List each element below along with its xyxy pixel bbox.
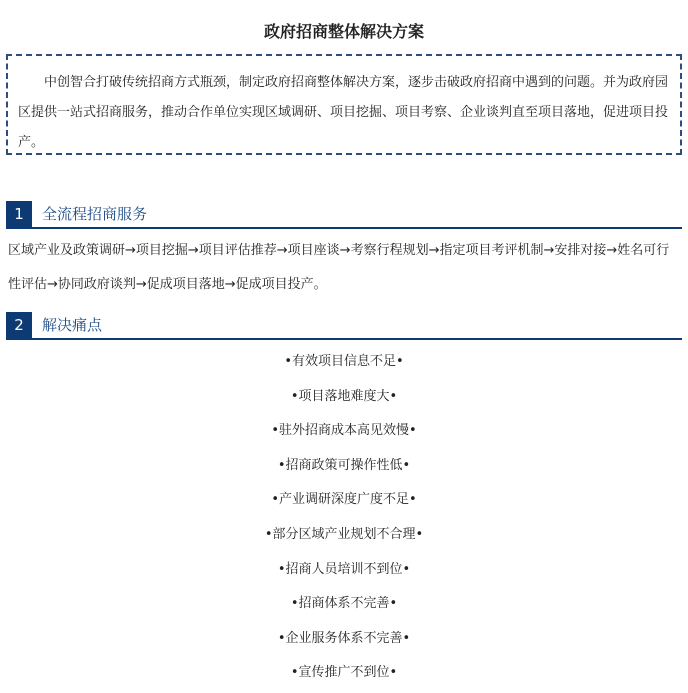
pain-point-item: •招商体系不完善• <box>290 596 398 612</box>
pain-point-item: •有效项目信息不足• <box>284 354 404 369</box>
pain-point-list <box>0 345 688 691</box>
pain-point-item: •部分区域产业规划不合理• <box>264 526 424 542</box>
section-header-full-process <box>6 201 682 229</box>
pain-point-item: •招商政策可操作性低• <box>277 457 411 473</box>
section-title: 全流程招商服务 <box>42 205 148 223</box>
intro-text: 中创智合打破传统招商方式瓶颈，制定政府招商整体解决方案，逐步击破政府招商中遇到的问题。并为政府园区提供一站式招商服务，推动合作单位实现区域调研、项目挖掘、项目考察、企业谈判直至项目落地，促进项目投产。 <box>18 75 669 150</box>
section-number-badge: 1 <box>6 201 32 227</box>
pain-point-item: •项目落地难度大• <box>290 388 398 404</box>
section-number-badge: 2 <box>6 312 32 338</box>
intro-box <box>6 54 682 155</box>
pain-point-item: •企业服务体系不完善• <box>277 630 411 646</box>
pain-point-item: •驻外招商成本高见效慢• <box>271 423 417 439</box>
process-flow-text: 区域产业及政策调研→项目挖掘→项目评估推荐→项目座谈→考察行程规划→指定项目考评机制→安排对接→姓名可行性评估→协同政府谈判→促成项目落地→促成项目投产。 <box>8 243 670 292</box>
pain-point-item: •产业调研深度广度不足• <box>271 492 417 508</box>
page-title: 政府招商整体解决方案 <box>263 22 424 41</box>
pain-point-item: •招商人员培训不到位• <box>277 561 411 577</box>
section-title: 解决痛点 <box>42 316 103 334</box>
pain-point-item: •宣传推广不到位• <box>290 665 398 681</box>
section-header-pain-points <box>6 312 682 340</box>
